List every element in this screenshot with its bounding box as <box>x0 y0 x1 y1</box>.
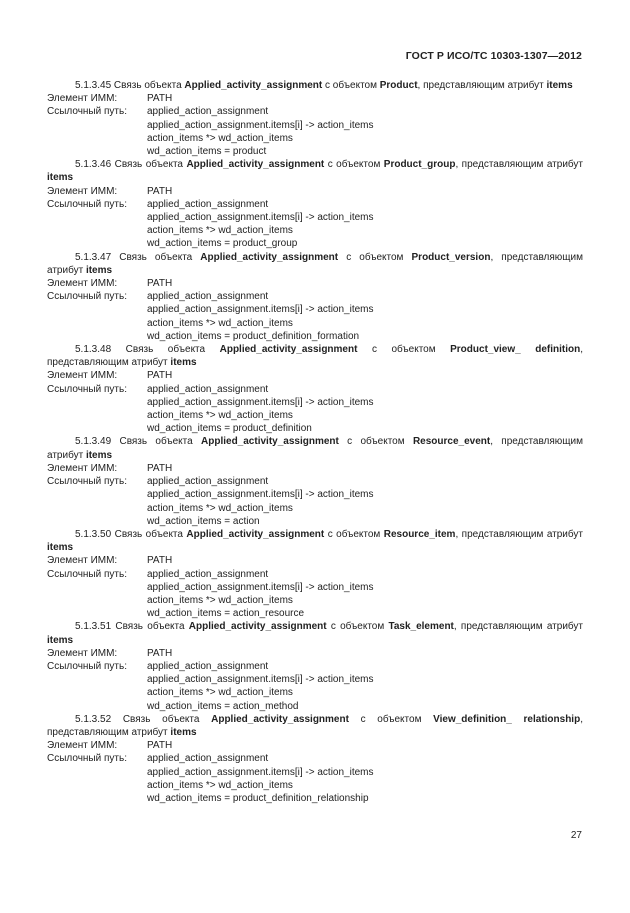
mapping-section <box>47 251 583 343</box>
path-line-final: wd_action_items = product_definition_relationship <box>147 792 369 804</box>
element-row <box>47 554 583 567</box>
section-number: 5.1.3.51 <box>75 621 112 633</box>
source-entity: Applied_activity_assignment <box>211 713 349 725</box>
target-entity: Resource_item <box>383 528 456 540</box>
section-number: 5.1.3.49 <box>75 436 112 448</box>
path-line: action_items *> wd_action_items <box>147 594 293 606</box>
heading-text: , представляющим атрибут <box>47 344 583 369</box>
path-line: applied_action_assignment <box>147 753 269 765</box>
attribute-name: items <box>546 80 573 91</box>
path-line-final: wd_action_items = product_definition <box>147 423 312 435</box>
path-line: action_items *> wd_action_items <box>147 502 293 514</box>
path-line: applied_action_assignment <box>147 106 269 118</box>
section-number: 5.1.3.52 <box>75 713 112 725</box>
path-line: action_items *> wd_action_items <box>147 779 293 791</box>
element-row <box>47 369 583 382</box>
heading-text: , представляющим атрибут <box>47 251 583 276</box>
heading-text: Связь объекта <box>111 344 220 356</box>
section-number: 5.1.3.46 <box>75 159 112 171</box>
element-label: Элемент ИММ: <box>47 555 118 567</box>
path-line: action_items *> wd_action_items <box>147 687 293 699</box>
element-row <box>47 739 583 752</box>
path-line-final: wd_action_items = product_definition_formation <box>147 330 360 342</box>
page-number: 27 <box>570 830 582 841</box>
mapping-section <box>47 435 583 527</box>
path-line: action_items *> wd_action_items <box>147 410 293 422</box>
section-heading <box>47 620 583 646</box>
path-line: applied_action_assignment <box>147 291 269 303</box>
path-label: Ссылочный путь: <box>47 476 127 488</box>
heading-text: Связь объекта <box>111 528 187 540</box>
section-heading <box>47 158 583 184</box>
path-label: Ссылочный путь: <box>47 291 127 303</box>
attribute-name: items <box>170 357 197 369</box>
path-line: applied_action_assignment.items[i] -> action_items <box>147 766 374 778</box>
path-label: Ссылочный путь: <box>47 660 127 672</box>
section-number: 5.1.3.45 <box>75 80 112 91</box>
path-line: applied_action_assignment.items[i] -> action_items <box>147 581 374 593</box>
path-line: action_items *> wd_action_items <box>147 132 293 144</box>
heading-text: Связь объекта <box>111 621 189 633</box>
section-heading <box>47 713 583 739</box>
path-line: applied_action_assignment <box>147 660 269 672</box>
heading-text: , представляющим атрибут <box>47 436 583 461</box>
element-row <box>47 92 583 105</box>
element-value: PATH <box>147 278 173 290</box>
path-row <box>47 660 583 673</box>
path-row <box>47 752 583 765</box>
target-entity: Product_view_ definition <box>450 344 581 356</box>
element-label: Элемент ИММ: <box>47 185 118 197</box>
element-row <box>47 647 583 660</box>
heading-text: Связь объекта <box>111 436 202 448</box>
element-value: PATH <box>147 185 173 197</box>
path-line-final: wd_action_items = product_group <box>147 238 298 250</box>
path-line: applied_action_assignment <box>147 568 269 580</box>
element-value: PATH <box>147 555 173 567</box>
section-number: 5.1.3.48 <box>75 344 112 356</box>
path-row <box>47 383 583 396</box>
attribute-name: items <box>47 172 74 184</box>
path-label: Ссылочный путь: <box>47 568 127 580</box>
path-line: action_items *> wd_action_items <box>147 225 293 237</box>
target-entity: Resource_event <box>412 436 491 448</box>
heading-text: Связь объекта <box>111 713 212 725</box>
heading-text: , представляющим атрибут <box>455 159 583 171</box>
path-line: applied_action_assignment <box>147 383 269 395</box>
path-line: applied_action_assignment <box>147 476 269 488</box>
path-label: Ссылочный путь: <box>47 383 127 395</box>
heading-text: Связь объекта <box>111 251 201 263</box>
target-entity: View_definition_ relationship <box>433 713 581 725</box>
path-row <box>47 198 583 211</box>
mapping-section <box>47 79 583 158</box>
element-value: PATH <box>147 740 173 752</box>
path-row <box>47 290 583 303</box>
element-label: Элемент ИММ: <box>47 370 118 382</box>
heading-text: с объектом <box>338 251 412 263</box>
mapping-section <box>47 620 583 712</box>
element-value: PATH <box>147 370 173 382</box>
heading-text: с объектом <box>324 528 384 540</box>
element-label: Элемент ИММ: <box>47 462 118 474</box>
path-line-final: wd_action_items = action_resource <box>147 608 305 620</box>
element-label: Элемент ИММ: <box>47 278 118 290</box>
element-label: Элемент ИММ: <box>47 93 118 105</box>
heading-text: , представляющим атрибут <box>47 713 583 738</box>
heading-text: , представляющим атрибут <box>453 621 583 633</box>
element-row <box>47 462 583 475</box>
path-line: applied_action_assignment.items[i] -> action_items <box>147 119 374 131</box>
source-entity: Applied_activity_assignment <box>201 436 339 448</box>
document-body <box>47 79 583 805</box>
heading-text: с объектом <box>338 436 413 448</box>
attribute-name: items <box>47 542 74 554</box>
mapping-section <box>47 713 583 805</box>
path-row <box>47 105 583 118</box>
element-value: PATH <box>147 647 173 659</box>
target-entity: Task_element <box>388 621 454 633</box>
section-heading <box>47 528 583 554</box>
section-heading <box>47 343 583 369</box>
attribute-name: items <box>85 449 113 461</box>
document-header: ГОСТ Р ИСО/ТС 10303-1307—2012 <box>405 50 582 62</box>
section-heading <box>47 251 583 277</box>
heading-text: с объектом <box>348 713 434 725</box>
heading-text: Связь объекта <box>111 159 187 171</box>
source-entity: Applied_activity_assignment <box>219 344 358 356</box>
mapping-section <box>47 158 583 250</box>
target-entity: Product <box>379 80 418 91</box>
heading-text: с объектом <box>357 344 451 356</box>
path-label: Ссылочный путь: <box>47 753 127 765</box>
attribute-name: items <box>170 726 197 738</box>
path-line: applied_action_assignment.items[i] -> action_items <box>147 396 374 408</box>
source-entity: Applied_activity_assignment <box>184 80 323 91</box>
path-line: applied_action_assignment.items[i] -> action_items <box>147 212 374 224</box>
path-line: applied_action_assignment.items[i] -> action_items <box>147 674 374 686</box>
attribute-name: items <box>85 264 113 276</box>
path-line: applied_action_assignment.items[i] -> action_items <box>147 304 374 316</box>
source-entity: Applied_activity_assignment <box>186 159 325 171</box>
path-line-final: wd_action_items = action <box>147 515 260 527</box>
path-line: action_items *> wd_action_items <box>147 317 293 329</box>
path-label: Ссылочный путь: <box>47 106 127 118</box>
heading-text: , представляющим атрибут <box>455 528 583 540</box>
heading-text: , представляющим атрибут <box>417 80 547 91</box>
heading-text: Связь объекта <box>111 80 185 91</box>
target-entity: Product_version <box>411 251 491 263</box>
mapping-section <box>47 528 583 620</box>
section-heading <box>47 79 583 92</box>
attribute-name: items <box>47 634 74 646</box>
path-line: applied_action_assignment.items[i] -> action_items <box>147 489 374 501</box>
section-number: 5.1.3.50 <box>75 528 112 540</box>
mapping-section <box>47 343 583 435</box>
source-entity: Applied_activity_assignment <box>200 251 339 263</box>
section-number: 5.1.3.47 <box>75 251 112 263</box>
path-line-final: wd_action_items = action_method <box>147 700 299 712</box>
path-row <box>47 475 583 488</box>
source-entity: Applied_activity_assignment <box>188 621 327 633</box>
heading-text: с объектом <box>322 80 380 91</box>
element-value: PATH <box>147 462 173 474</box>
heading-text: с объектом <box>326 621 389 633</box>
element-row <box>47 185 583 198</box>
source-entity: Applied_activity_assignment <box>186 528 325 540</box>
path-line: applied_action_assignment <box>147 198 269 210</box>
section-heading <box>47 435 583 461</box>
element-value: PATH <box>147 93 173 105</box>
path-label: Ссылочный путь: <box>47 198 127 210</box>
element-label: Элемент ИММ: <box>47 647 118 659</box>
target-entity: Product_group <box>383 159 456 171</box>
path-line-final: wd_action_items = product <box>147 146 267 158</box>
path-row <box>47 568 583 581</box>
heading-text: с объектом <box>324 159 384 171</box>
element-label: Элемент ИММ: <box>47 740 118 752</box>
element-row <box>47 277 583 290</box>
